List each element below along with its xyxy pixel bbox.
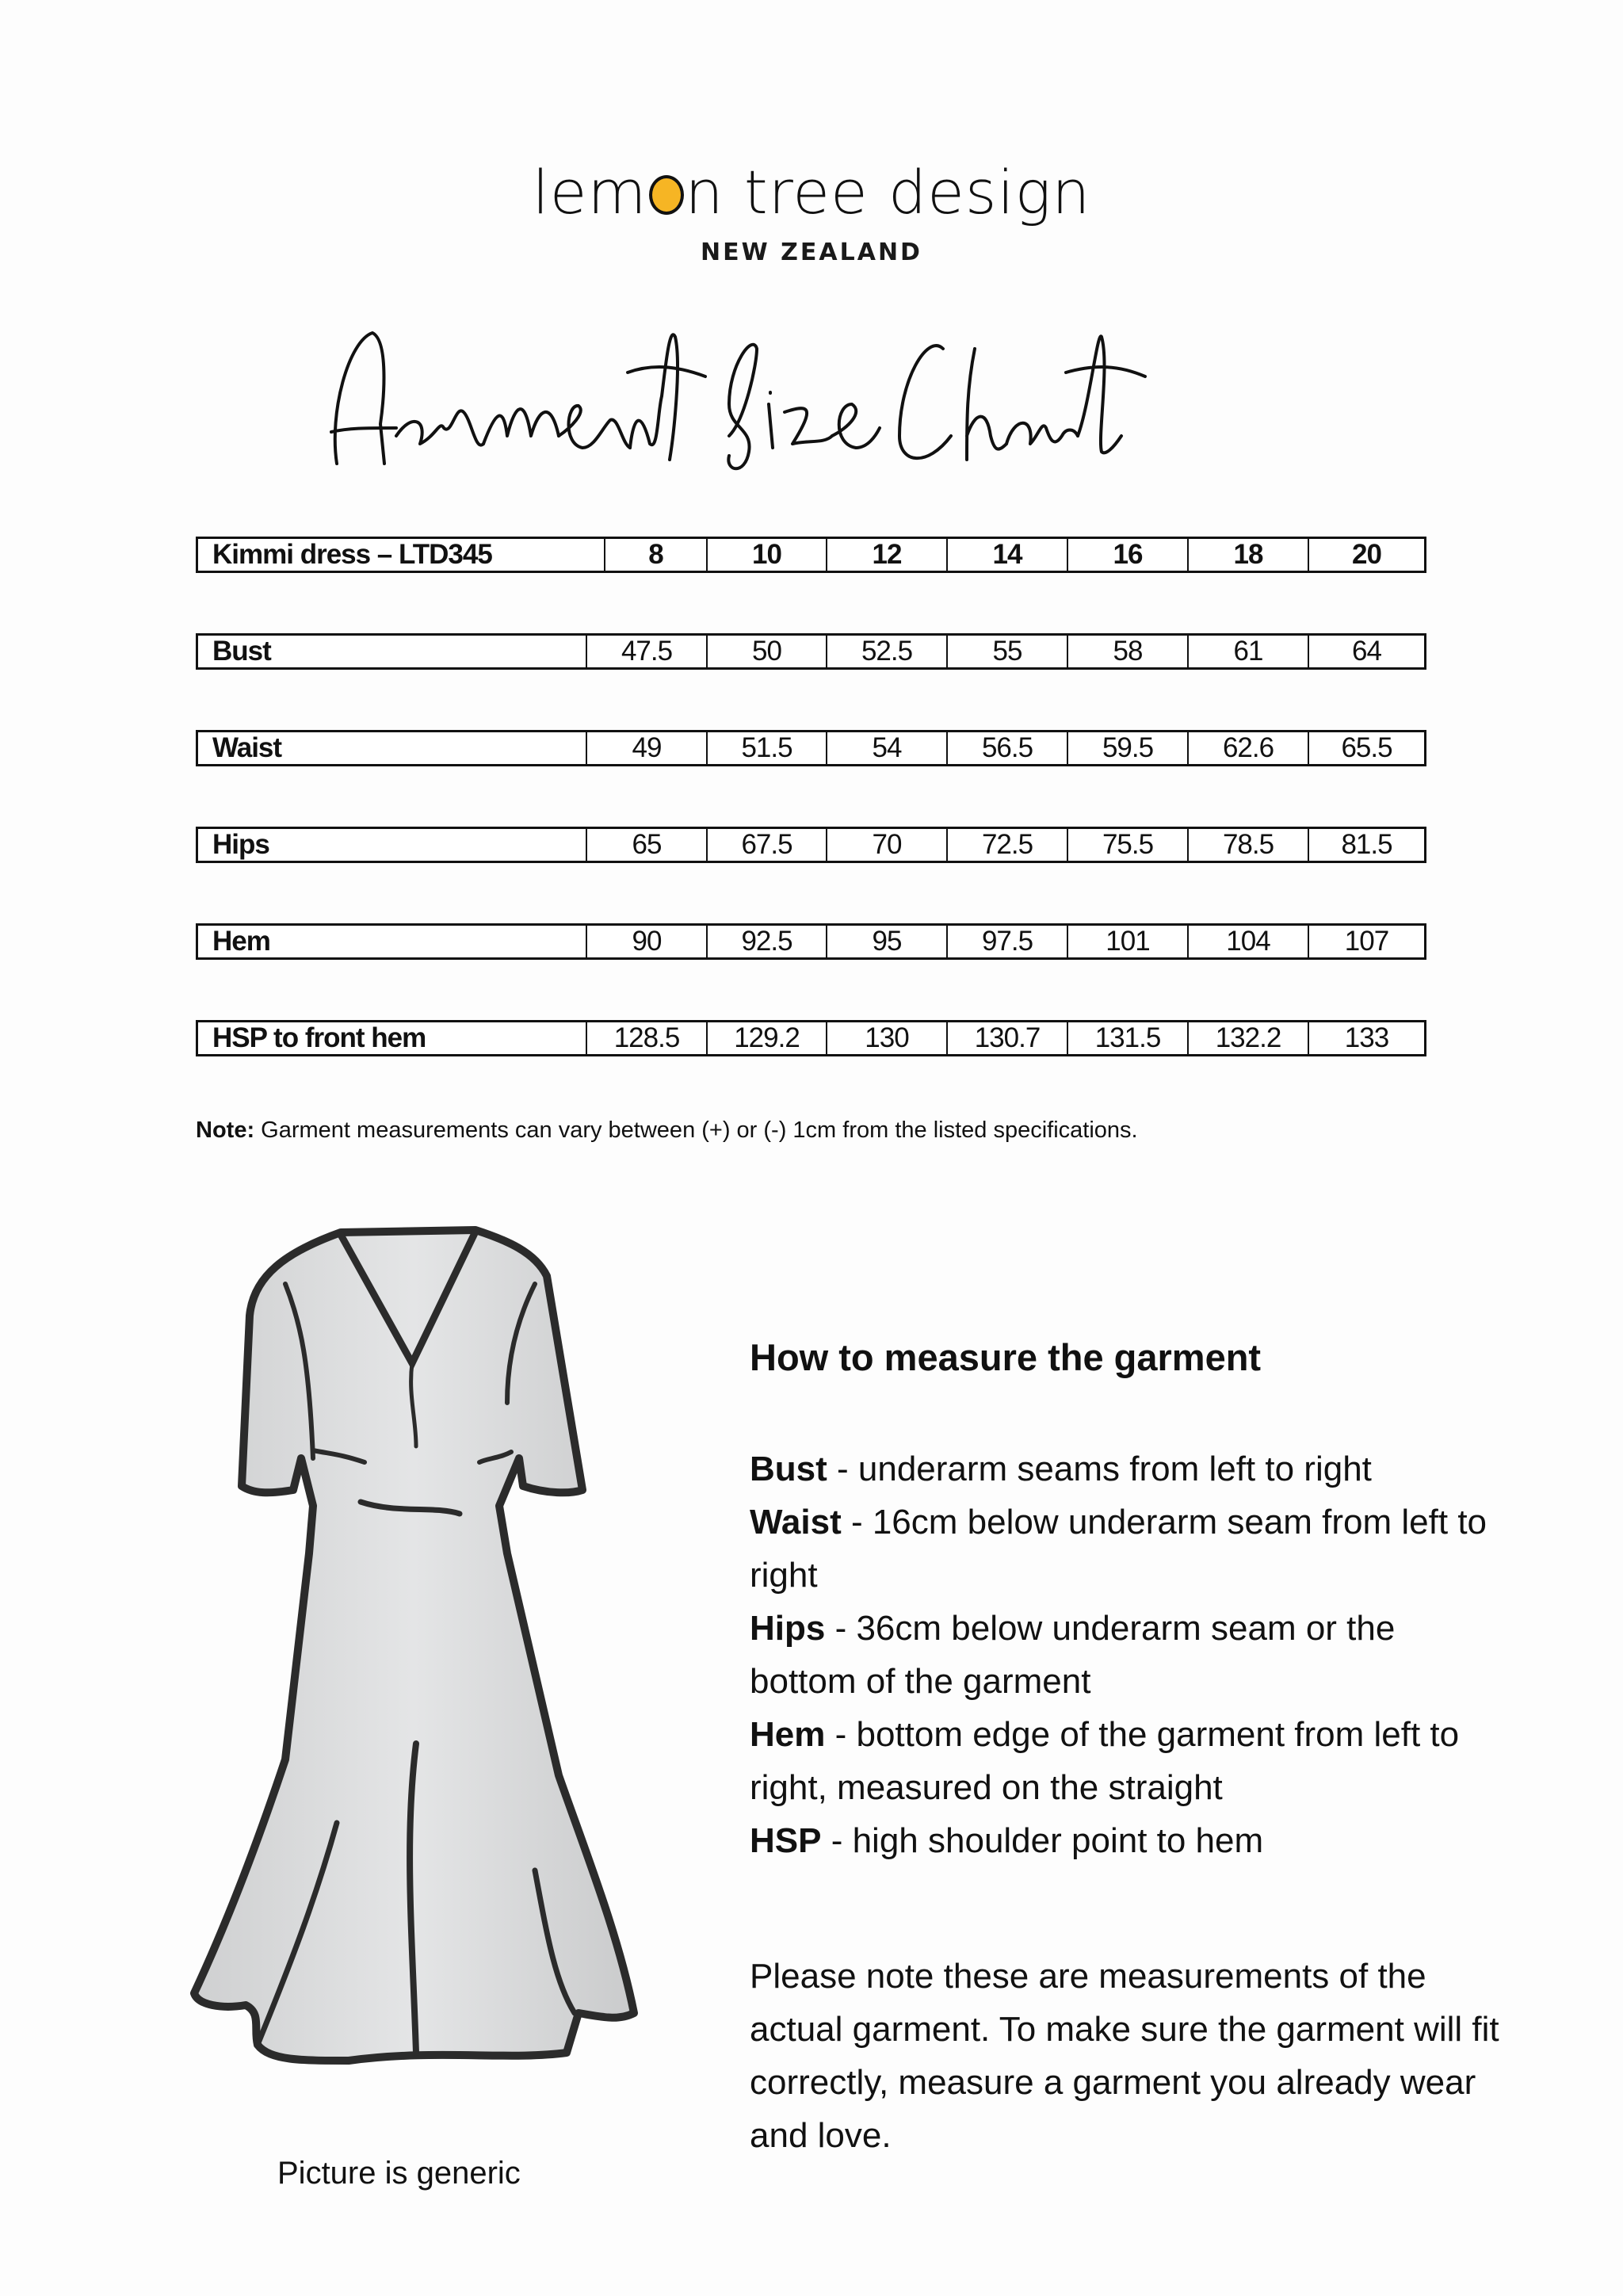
- size-header: 10: [706, 539, 826, 571]
- table-cell: 52.5: [826, 636, 946, 667]
- size-header: 16: [1067, 539, 1187, 571]
- table-cell: 75.5: [1067, 829, 1187, 861]
- measure-term: Waist: [750, 1503, 842, 1541]
- table-row-hips: [196, 827, 1426, 863]
- table-cell: 72.5: [946, 829, 1067, 861]
- measure-desc: - high shoulder point to hem: [821, 1821, 1264, 1860]
- table-row-hsp: [196, 1020, 1426, 1056]
- row-label: HSP to front hem: [212, 1022, 426, 1053]
- table-cell: 64: [1308, 636, 1424, 667]
- row-label: Hem: [212, 926, 270, 957]
- size-table-header: [196, 537, 1426, 573]
- measure-term: HSP: [750, 1821, 822, 1860]
- table-cell: 132.2: [1187, 1022, 1308, 1054]
- table-cell: 55: [946, 636, 1067, 667]
- table-row-waist: [196, 730, 1426, 766]
- table-row-bust: [196, 633, 1426, 670]
- measure-item-hips: [750, 1602, 1510, 1708]
- table-cell: 56.5: [946, 732, 1067, 764]
- measure-item-bust: [750, 1442, 1510, 1496]
- row-label: Hips: [212, 829, 269, 860]
- size-header: 14: [946, 539, 1067, 571]
- table-cell: 50: [706, 636, 826, 667]
- measure-term: Hips: [750, 1609, 826, 1648]
- measure-desc: - underarm seams from left to right: [827, 1450, 1372, 1488]
- table-cell: 78.5: [1187, 829, 1308, 861]
- measure-desc: - bottom edge of the garment from left to right, measured on the straight: [750, 1715, 1460, 1807]
- measure-term: Bust: [750, 1450, 827, 1488]
- row-label: Bust: [212, 636, 271, 667]
- table-cell: 65: [586, 829, 706, 861]
- size-header: 20: [1308, 539, 1424, 571]
- table-cell: 90: [586, 926, 706, 957]
- table-cell: 130.7: [946, 1022, 1067, 1054]
- how-to-measure-section: [750, 1335, 1510, 1867]
- measure-item-hsp: [750, 1814, 1510, 1867]
- fit-advice: Please note these are measurements of the actual garment. To make sure the garment will fit correctly, measure a garment you already wear and love.: [750, 1957, 1499, 2155]
- table-cell: 59.5: [1067, 732, 1187, 764]
- dress-illustration: [174, 1221, 650, 2108]
- measure-item-hem: [750, 1708, 1510, 1814]
- brand-logo: [0, 157, 1623, 266]
- table-cell: 62.6: [1187, 732, 1308, 764]
- table-cell: 104: [1187, 926, 1308, 957]
- lemon-dot-icon: [649, 175, 684, 215]
- row-label: Waist: [212, 732, 282, 763]
- table-cell: 81.5: [1308, 829, 1424, 861]
- measure-desc: - 36cm below underarm seam or the bottom of the garment: [750, 1609, 1396, 1701]
- page-title-script: [317, 317, 1395, 476]
- size-header: 18: [1187, 539, 1308, 571]
- note-label: Note:: [196, 1117, 255, 1143]
- table-cell: 61: [1187, 636, 1308, 667]
- table-cell: 129.2: [706, 1022, 826, 1054]
- table-cell: 101: [1067, 926, 1187, 957]
- table-cell: 47.5: [586, 636, 706, 667]
- table-row-hem: [196, 923, 1426, 960]
- table-cell: 58: [1067, 636, 1187, 667]
- table-cell: 133: [1308, 1022, 1424, 1054]
- product-name: Kimmi dress – LTD345: [212, 539, 492, 570]
- table-cell: 130: [826, 1022, 946, 1054]
- table-cell: 67.5: [706, 829, 826, 861]
- how-to-heading: How to measure the garment: [750, 1336, 1262, 1378]
- brand-subtitle: NEW ZEALAND: [701, 239, 922, 266]
- tolerance-note: [196, 1117, 1138, 1144]
- note-text: Garment measurements can vary between (+) or (-) 1cm from the listed specifications.: [254, 1117, 1138, 1143]
- table-cell: 128.5: [586, 1022, 706, 1054]
- table-cell: 49: [586, 732, 706, 764]
- illustration-caption: Picture is generic: [277, 2156, 521, 2191]
- size-header: 8: [604, 539, 706, 571]
- table-cell: 92.5: [706, 926, 826, 957]
- measure-item-waist: [750, 1496, 1510, 1602]
- table-cell: 65.5: [1308, 732, 1424, 764]
- table-cell: 97.5: [946, 926, 1067, 957]
- table-cell: 51.5: [706, 732, 826, 764]
- brand-name: [0, 157, 1623, 227]
- size-header: 12: [826, 539, 946, 571]
- measure-desc: - 16cm below underarm seam from left to right: [750, 1503, 1487, 1595]
- brand-name-start: lem: [532, 157, 647, 227]
- table-cell: 95: [826, 926, 946, 957]
- table-cell: 107: [1308, 926, 1424, 957]
- table-cell: 131.5: [1067, 1022, 1187, 1054]
- measure-term: Hem: [750, 1715, 826, 1754]
- brand-name-end: n tree design: [685, 157, 1091, 227]
- table-cell: 70: [826, 829, 946, 861]
- table-cell: 54: [826, 732, 946, 764]
